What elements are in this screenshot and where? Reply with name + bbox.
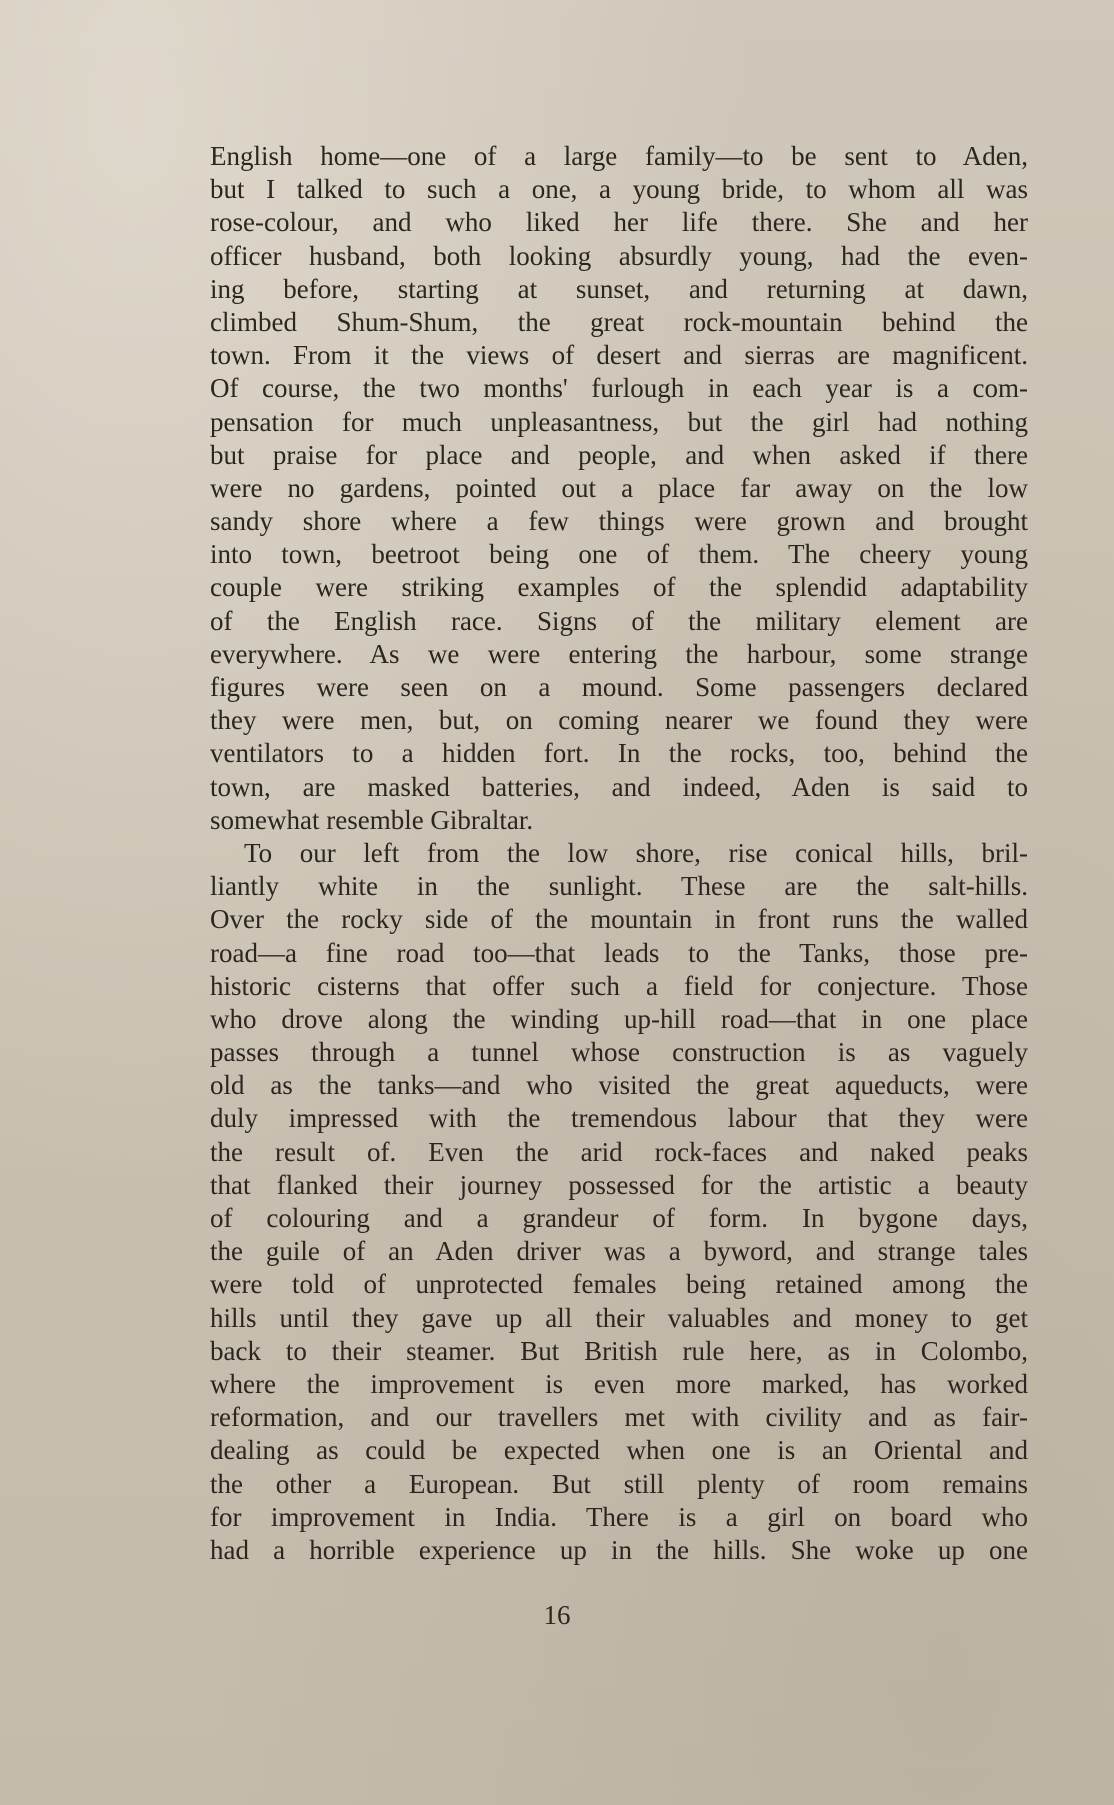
text-line: Of course, the two months' furlough in each year is a com- — [210, 373, 1028, 404]
text-line: rose-colour, and who liked her life there. She and her — [210, 207, 1028, 238]
text-line: where the improvement is even more marked, has worked — [210, 1368, 1028, 1399]
text-line: reformation, and our travellers met with civility and as fair- — [210, 1402, 1028, 1433]
text-line: were told of unprotected females being retained among the — [210, 1269, 1028, 1300]
text-line: who drove along the winding up-hill road—that in one place — [210, 1003, 1028, 1034]
text-line: dealing as could be expected when one is an Oriental and — [210, 1435, 1028, 1466]
text-line: historic cisterns that offer such a field for conjecture. Those — [210, 970, 1028, 1001]
text-line: English home—one of a large family—to be sent to Aden, — [210, 141, 1028, 171]
text-line: town, are masked batteries, and indeed, Aden is said to — [210, 771, 1028, 802]
text-line: back to their steamer. But British rule here, as in Colombo, — [210, 1335, 1028, 1366]
text-line: hills until they gave up all their valuables and money to get — [210, 1302, 1028, 1333]
text-line: pensation for much unpleasantness, but the girl had nothing — [210, 406, 1028, 437]
body-text — [210, 140, 1028, 1567]
text-line: town. From it the views of desert and sierras are magnificent. — [210, 340, 1028, 371]
text-line: but I talked to such a one, a young bride, to whom all was — [210, 174, 1028, 205]
text-line: of colouring and a grandeur of form. In bygone days, — [210, 1203, 1028, 1233]
text-line: were no gardens, pointed out a place far away on the low — [210, 472, 1028, 503]
text-line: into town, beetroot being one of them. The cheery young — [210, 539, 1028, 570]
text-line: road—a fine road too—that leads to the Tanks, those pre- — [210, 937, 1028, 968]
text-line: Over the rocky side of the mountain in front runs the walled — [210, 904, 1028, 935]
text-line: of the English race. Signs of the military element are — [210, 605, 1028, 636]
text-line: but praise for place and people, and when asked if there — [210, 439, 1028, 470]
text-line: for improvement in India. There is a girl on board who — [210, 1501, 1028, 1532]
text-line: climbed Shum-Shum, the great rock-mountain behind the — [210, 306, 1028, 337]
text-line: couple were striking examples of the splendid adaptability — [210, 572, 1028, 603]
text-line: that flanked their journey possessed for the artistic a beauty — [210, 1169, 1028, 1200]
text-line: figures were seen on a mound. Some passengers declared — [210, 672, 1028, 702]
text-line: the result of. Even the arid rock-faces and naked peaks — [210, 1136, 1028, 1167]
text-line: ventilators to a hidden fort. In the rocks, too, behind the — [210, 738, 1028, 769]
page-number: 16 — [543, 1600, 571, 1630]
text-line: everywhere. As we were entering the harbour, some strange — [210, 638, 1028, 669]
text-line: officer husband, both looking absurdly young, had the even- — [210, 240, 1028, 271]
text-line: the other a European. But still plenty of room remains — [210, 1468, 1028, 1499]
text-line: somewhat resemble Gibraltar. — [210, 804, 534, 835]
text-line: passes through a tunnel whose construction is as vaguely — [210, 1037, 1028, 1068]
text-line: ing before, starting at sunset, and returning at dawn, — [210, 273, 1028, 304]
text-line: sandy shore where a few things were grown and brought — [210, 506, 1028, 537]
text-line: old as the tanks—and who visited the great aqueducts, were — [210, 1070, 1028, 1101]
text-line: they were men, but, on coming nearer we found they were — [210, 705, 1028, 736]
paragraph-start-line: To our left from the low shore, rise conical hills, bril- — [244, 837, 1028, 868]
text-line: duly impressed with the tremendous labour that they were — [210, 1103, 1028, 1134]
text-line: the guile of an Aden driver was a byword, and strange tales — [210, 1236, 1028, 1267]
text-line: had a horrible experience up in the hills. She woke up one — [210, 1534, 1028, 1565]
text-line: liantly white in the sunlight. These are the salt-hills. — [210, 871, 1028, 902]
